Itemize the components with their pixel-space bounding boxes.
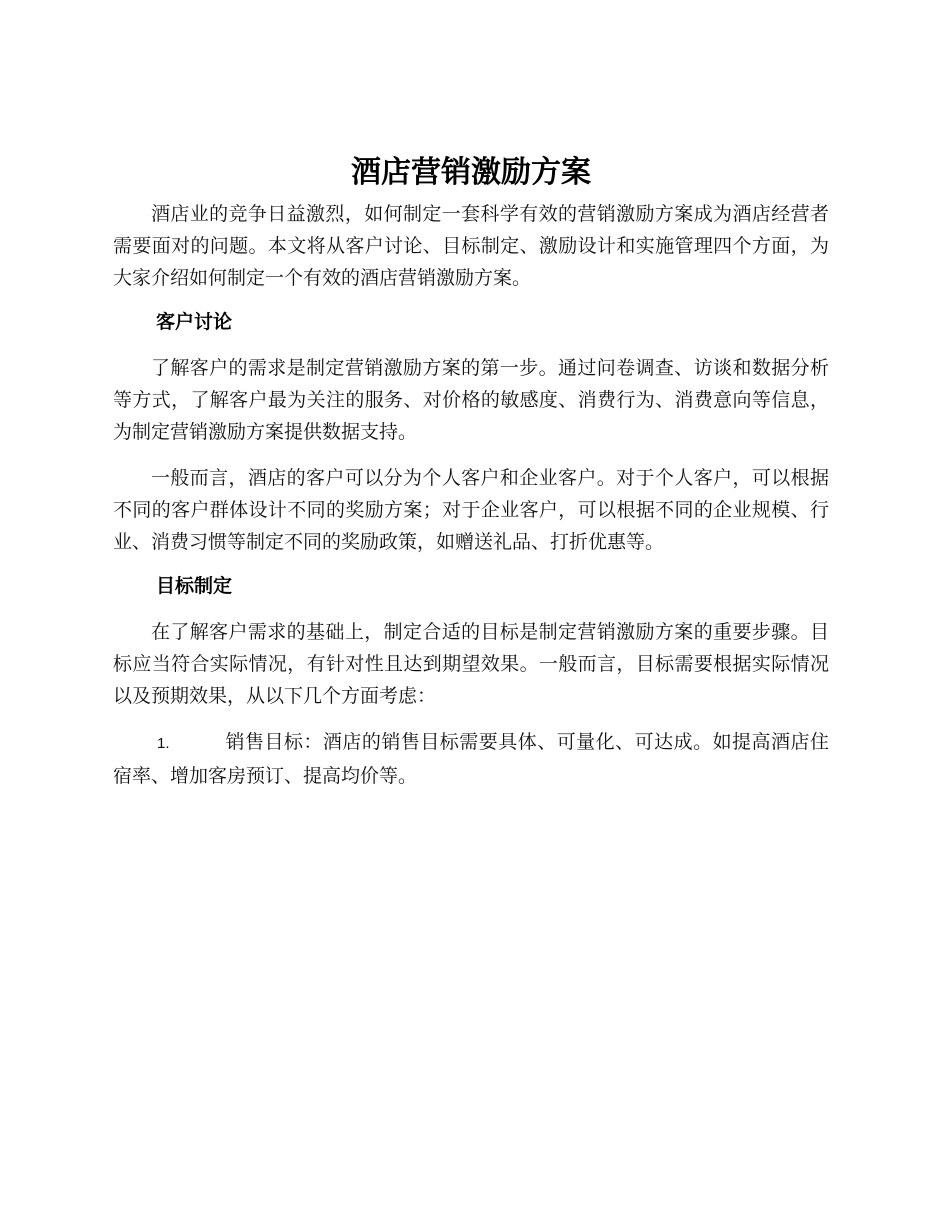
list-item-text: 销售目标：酒店的销售目标需要具体、可量化、可达成。如提高酒店住宿率、增加客房预订、提高均价等。	[113, 731, 829, 787]
section-heading-goals: 目标制定	[156, 575, 233, 597]
document-body	[113, 148, 829, 792]
section-paragraph: 一般而言，酒店的客户可以分为个人客户和企业客户。对于个人客户，可以根据不同的客户群体设计不同的奖励方案；对于企业客户，可以根据不同的企业规模、行业、消费习惯等制定不同的奖励政策，如赠送礼品、打折优惠等。	[113, 467, 829, 553]
spacer	[113, 712, 829, 726]
section-paragraph: 在了解客户需求的基础上，制定合适的目标是制定营销激励方案的重要步骤。目标应当符合实际情况，有针对性且达到期望效果。一般而言，目标需要根据实际情况以及预期效果，从以下几个方面考虑：	[113, 621, 829, 707]
list-item-number: 1.	[157, 735, 170, 752]
spacer	[113, 294, 829, 306]
section-paragraph: 了解客户的需求是制定营销激励方案的第一步。通过问卷调查、访谈和数据分析等方式，了解客户最为关注的服务、对价格的敏感度、消费行为、消费意向等信息，为制定营销激励方案提供数据支持。	[113, 357, 829, 443]
spacer	[113, 602, 829, 616]
list-item	[113, 726, 829, 792]
spacer	[113, 448, 829, 462]
section-heading-customer: 客户讨论	[156, 311, 233, 333]
spacer	[113, 558, 829, 570]
spacer	[113, 338, 829, 352]
intro-paragraph: 酒店业的竞争日益激烈，如何制定一套科学有效的营销激励方案成为酒店经营者需要面对的问题。本文将从客户讨论、目标制定、激励设计和实施管理四个方面，为大家介绍如何制定一个有效的酒店营销激励方案。	[113, 203, 829, 289]
document-title: 酒店营销激励方案	[351, 155, 591, 190]
